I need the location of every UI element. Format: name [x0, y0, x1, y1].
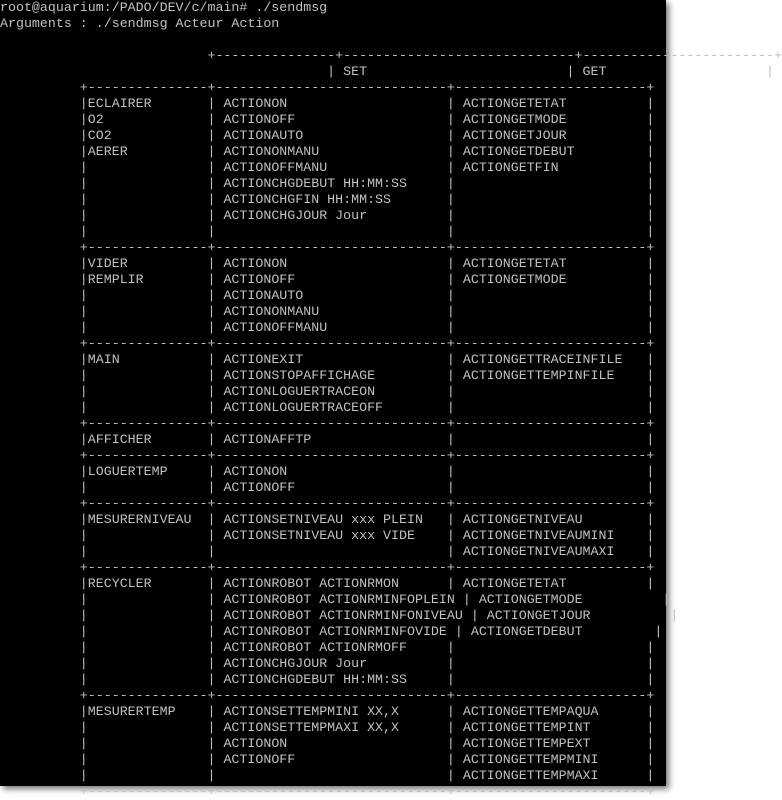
table-row: | | | ACTIONGETNIVEAUMAXI |	[0, 544, 655, 559]
actor-cell	[88, 752, 200, 767]
get-cell	[463, 672, 639, 687]
actor-cell	[88, 160, 200, 175]
actor-cell	[88, 368, 200, 383]
get-cell	[463, 464, 639, 479]
set-cell: ACTIONLOGUERTRACEOFF	[223, 400, 439, 415]
get-cell	[463, 288, 639, 303]
get-cell: ACTIONGETMODE	[462, 272, 639, 287]
set-cell: ACTIONONMANU	[223, 144, 439, 159]
actor-cell	[88, 480, 200, 495]
set-cell: ACTIONCHGJOUR Jour	[223, 208, 439, 223]
actor-cell: MAIN	[87, 352, 200, 367]
get-cell: ACTIONGETMODE	[478, 592, 655, 607]
table-row: | | ACTIONSTOPAFFICHAGE | ACTIONGETTEMPINFILE |	[0, 368, 655, 383]
border-line: +---------------+-----------------------------+------------------------+	[79, 688, 655, 703]
table-row: |RECYCLER | ACTIONROBOT ACTIONRMON | ACTIONGETETAT |	[0, 576, 655, 591]
table-border	[0, 784, 654, 800]
table-row: | | ACTIONROBOT ACTIONRMINFONIVEAU | ACTIONGETJOUR |	[0, 608, 679, 623]
table-border	[0, 240, 654, 256]
actor-cell	[88, 640, 200, 655]
border-line: +---------------+-----------------------------+------------------------+	[79, 80, 655, 95]
table-row: | | ACTIONCHGFIN HH:MM:SS | |	[0, 192, 655, 207]
table-row: | | ACTIONROBOT ACTIONRMOFF | |	[0, 640, 655, 655]
actor-cell: VIDER	[87, 256, 200, 271]
border-line: +---------------+-----------------------------+------------------------+	[79, 240, 655, 255]
get-cell: ACTIONGETTEMPEXT	[462, 736, 639, 751]
get-cell: ACTIONGETNIVEAU	[462, 512, 639, 527]
actor-cell	[88, 768, 200, 783]
actor-cell	[88, 400, 200, 415]
actor-cell	[88, 288, 200, 303]
set-cell: ACTIONLOGUERTRACEON	[223, 384, 439, 399]
set-cell: ACTIONON	[223, 96, 439, 111]
actor-cell: AERER	[87, 144, 200, 159]
set-cell: ACTIONCHGFIN HH:MM:SS	[223, 192, 439, 207]
actor-cell	[88, 176, 200, 191]
get-cell: ACTIONGETTEMPMINI	[462, 752, 639, 767]
get-cell	[463, 480, 639, 495]
get-cell	[463, 640, 639, 655]
table-border	[0, 416, 654, 432]
set-cell: ACTIONOFF	[223, 480, 439, 495]
actor-cell: AFFICHER	[87, 432, 200, 447]
border-line: +---------------+-----------------------------+------------------------+	[79, 416, 655, 431]
actor-cell: LOGUERTEMP	[87, 464, 200, 479]
table-row: |AFFICHER | ACTIONAFFTP | |	[0, 432, 655, 447]
table-row: | | | |	[0, 224, 655, 239]
get-cell: ACTIONGETJOUR	[462, 128, 639, 143]
set-cell: ACTIONOFF	[223, 752, 439, 767]
actor-cell: ECLAIRER	[87, 96, 200, 111]
actor-cell	[88, 208, 200, 223]
set-cell: ACTIONONMANU	[223, 304, 439, 319]
set-cell	[223, 544, 438, 559]
command-prompt: root@aquarium:/PADO/DEV/c/main# ./sendmsg	[0, 0, 328, 15]
set-cell: ACTIONSETNIVEAU xxx VIDE	[223, 528, 439, 543]
actor-cell	[88, 736, 200, 751]
get-cell	[463, 432, 639, 447]
set-cell: ACTIONON	[223, 464, 439, 479]
actor-cell: O2	[87, 112, 200, 127]
actor-cell: CO2	[87, 128, 200, 143]
table-border	[0, 336, 654, 352]
table-row: | | ACTIONSETTEMPMAXI XX,X | ACTIONGETTEMPINT |	[0, 720, 655, 735]
actor-cell	[88, 544, 200, 559]
table-row: | | ACTIONCHGDEBUT HH:MM:SS | |	[0, 672, 655, 687]
get-cell	[463, 208, 639, 223]
table-border	[0, 688, 654, 704]
set-cell	[223, 224, 438, 239]
set-cell: ACTIONON	[223, 736, 439, 751]
table-row: | | ACTIONON | ACTIONGETTEMPEXT |	[0, 736, 655, 751]
get-cell: ACTIONGETJOUR	[486, 608, 663, 623]
set-cell: ACTIONON	[223, 256, 439, 271]
set-cell: ACTIONAUTO	[223, 128, 439, 143]
get-cell	[463, 384, 639, 399]
table-top-border	[0, 48, 782, 64]
set-cell: ACTIONSETTEMPMAXI XX,X	[223, 720, 439, 735]
actor-cell	[88, 304, 200, 319]
actor-cell: REMPLIR	[87, 272, 200, 287]
table-row: |O2 | ACTIONOFF | ACTIONGETMODE |	[0, 112, 655, 127]
table-border	[0, 560, 654, 576]
actor-cell	[88, 624, 200, 639]
actor-cell: MESURERNIVEAU	[87, 512, 200, 527]
get-cell: ACTIONGETTEMPAQUA	[462, 704, 639, 719]
get-cell	[463, 176, 639, 191]
table-row: |CO2 | ACTIONAUTO | ACTIONGETJOUR |	[0, 128, 655, 143]
get-cell: ACTIONGETNIVEAUMAXI	[462, 544, 639, 559]
actor-cell	[88, 384, 200, 399]
table-row: | | ACTIONROBOT ACTIONRMINFOVIDE | ACTIONGETDEBUT |	[0, 624, 663, 639]
table-row: |MESURERNIVEAU | ACTIONSETNIVEAU xxx PLEIN | ACTIONGETNIVEAU |	[0, 512, 655, 527]
set-cell: ACTIONROBOT ACTIONRMON	[223, 576, 439, 591]
usage-text: Arguments : ./sendmsg Acteur Action	[0, 16, 280, 31]
table-row: | | ACTIONAUTO | |	[0, 288, 655, 303]
get-cell: ACTIONGETDEBUT	[470, 624, 647, 639]
set-cell: ACTIONOFF	[223, 112, 439, 127]
table-row: |AERER | ACTIONONMANU | ACTIONGETDEBUT |	[0, 144, 655, 159]
set-cell: ACTIONSTOPAFFICHAGE	[223, 368, 439, 383]
table-border	[0, 80, 654, 96]
actor-cell	[88, 224, 200, 239]
actor-cell	[88, 528, 200, 543]
get-cell	[463, 224, 639, 239]
set-cell: ACTIONAFFTP	[223, 432, 439, 447]
get-cell	[463, 304, 639, 319]
actor-cell	[88, 192, 200, 207]
border-line: +---------------+-----------------------------+------------------------+	[79, 336, 655, 351]
get-cell: ACTIONGETTEMPINT	[462, 720, 639, 735]
table-row: | | ACTIONROBOT ACTIONRMINFOPLEIN | ACTIONGETMODE |	[0, 592, 671, 607]
table-row: | | ACTIONCHGJOUR Jour | |	[0, 208, 655, 223]
set-cell: ACTIONAUTO	[223, 288, 439, 303]
get-cell: ACTIONGETTEMPMAXI	[462, 768, 639, 783]
get-cell	[463, 320, 639, 335]
border-line: +---------------+-----------------------------+------------------------+	[79, 496, 655, 511]
get-cell: ACTIONGETTRACEINFILE	[462, 352, 639, 367]
get-cell: ACTIONGETNIVEAUMINI	[462, 528, 639, 543]
get-cell	[463, 656, 639, 671]
table-row: | | ACTIONLOGUERTRACEON | |	[0, 384, 655, 399]
set-cell: ACTIONEXIT	[223, 352, 439, 367]
border-line: +---------------+-----------------------------+------------------------+	[79, 560, 655, 575]
table-border	[0, 448, 654, 464]
set-cell: ACTIONCHGDEBUT HH:MM:SS	[223, 672, 439, 687]
set-cell: ACTIONROBOT ACTIONRMINFOPLEIN	[223, 592, 455, 607]
get-cell: ACTIONGETETAT	[462, 256, 639, 271]
border-line: +---------------+-----------------------------+------------------------+	[79, 784, 655, 799]
table-row: | | ACTIONCHGDEBUT HH:MM:SS | |	[0, 176, 655, 191]
set-cell: ACTIONOFFMANU	[223, 320, 439, 335]
table-row: | | ACTIONLOGUERTRACEOFF | |	[0, 400, 655, 415]
set-cell: ACTIONCHGJOUR Jour	[223, 656, 439, 671]
set-cell: ACTIONOFF	[223, 272, 439, 287]
actor-cell	[88, 720, 200, 735]
table-row: | | | ACTIONGETTEMPMAXI |	[0, 768, 655, 783]
table-row: |VIDER | ACTIONON | ACTIONGETETAT |	[0, 256, 655, 271]
table-row: | | ACTIONOFFMANU | |	[0, 320, 655, 335]
table-row: | | ACTIONSETNIVEAU xxx VIDE | ACTIONGETNIVEAUMINI |	[0, 528, 655, 543]
border-line: +---------------+-----------------------------+------------------------+	[79, 448, 655, 463]
get-cell: ACTIONGETETAT	[462, 96, 639, 111]
table-row: | | ACTIONOFF | |	[0, 480, 655, 495]
table-header	[0, 64, 774, 80]
get-cell	[463, 400, 639, 415]
actor-cell: MESURERTEMP	[87, 704, 200, 719]
set-cell: ACTIONROBOT ACTIONRMINFOVIDE	[223, 624, 447, 639]
header-spacer	[207, 64, 327, 79]
table-row: |MESURERTEMP | ACTIONSETTEMPMINI XX,X | ACTIONGETTEMPAQUA |	[0, 704, 655, 719]
table-row: | | ACTIONOFFMANU | ACTIONGETFIN |	[0, 160, 655, 175]
border-line: +---------------+-----------------------------+------------------------+	[207, 48, 782, 63]
header-columns: | SET | GET |	[327, 64, 775, 79]
table-row: | | ACTIONCHGJOUR Jour | |	[0, 656, 655, 671]
set-cell: ACTIONROBOT ACTIONRMINFONIVEAU	[223, 608, 463, 623]
set-cell: ACTIONSETNIVEAU xxx PLEIN	[223, 512, 439, 527]
get-cell: ACTIONGETMODE	[462, 112, 639, 127]
set-cell: ACTIONSETTEMPMINI XX,X	[223, 704, 439, 719]
actor-cell	[88, 592, 200, 607]
table-row: |ECLAIRER | ACTIONON | ACTIONGETETAT |	[0, 96, 655, 111]
set-cell: ACTIONROBOT ACTIONRMOFF	[223, 640, 439, 655]
get-cell: ACTIONGETFIN	[462, 160, 639, 175]
get-cell: ACTIONGETDEBUT	[462, 144, 639, 159]
get-cell	[463, 192, 639, 207]
table-row: | | ACTIONONMANU | |	[0, 304, 655, 319]
table-border	[0, 496, 654, 512]
actor-cell	[88, 656, 200, 671]
table-row: |MAIN | ACTIONEXIT | ACTIONGETTRACEINFILE |	[0, 352, 655, 367]
actor-cell	[88, 672, 200, 687]
set-cell: ACTIONCHGDEBUT HH:MM:SS	[223, 176, 439, 191]
actor-cell	[88, 320, 200, 335]
actor-cell: RECYCLER	[87, 576, 200, 591]
set-cell	[223, 768, 438, 783]
table-row: |LOGUERTEMP | ACTIONON | |	[0, 464, 655, 479]
set-cell: ACTIONOFFMANU	[223, 160, 439, 175]
get-cell: ACTIONGETTEMPINFILE	[462, 368, 639, 383]
get-cell: ACTIONGETETAT	[462, 576, 639, 591]
table-row: |REMPLIR | ACTIONOFF | ACTIONGETMODE |	[0, 272, 655, 287]
actor-cell	[88, 608, 200, 623]
table-row: | | ACTIONOFF | ACTIONGETTEMPMINI |	[0, 752, 655, 767]
